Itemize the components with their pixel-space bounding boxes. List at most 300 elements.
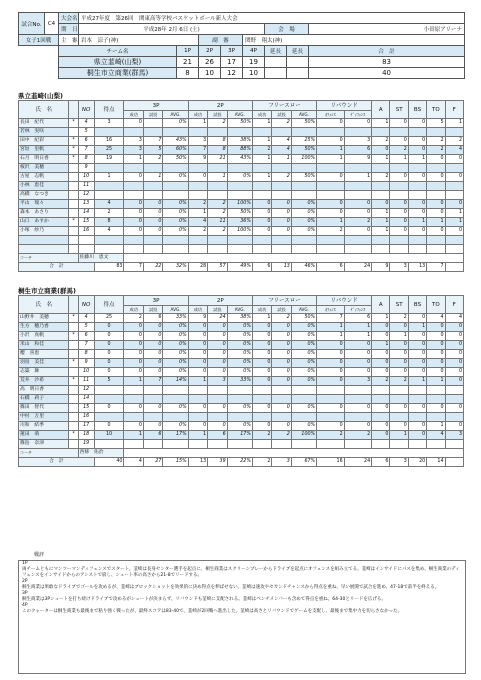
stat-m2: 7 (188, 146, 207, 155)
stat-m3 (124, 386, 143, 395)
stat-p2: 38% (227, 314, 252, 323)
total-mf: 2 (252, 458, 271, 467)
stat-or: 0 (317, 119, 345, 128)
total-a3: 27 (143, 458, 162, 467)
stat-a3 (143, 119, 162, 128)
sub-header-att: 試投 (272, 111, 291, 119)
stat-st (390, 164, 408, 173)
stat-m2 (188, 413, 207, 422)
player-row (19, 431, 464, 440)
sub-header-made: 成功 (124, 306, 143, 314)
stat-pts: 10 (94, 431, 124, 440)
stat-p3: 60% (163, 146, 188, 155)
stat-bs (408, 440, 426, 449)
stat-mf: 0 (252, 350, 271, 359)
player-number: 9 (78, 164, 94, 173)
stat-mf: 0 (252, 227, 271, 236)
sub-header-att: 試投 (143, 111, 162, 119)
stat-f: 4 (445, 314, 463, 323)
stat-p2: 0% (227, 323, 252, 332)
stat-p2 (227, 245, 252, 254)
stat-af: 0 (272, 200, 291, 209)
assist-header: A (372, 101, 390, 119)
stat-a3: 0 (143, 227, 162, 236)
starter-mark (69, 236, 78, 245)
starter-mark: * (69, 146, 78, 155)
player-number: 4 (78, 314, 94, 323)
stat-f: 0 (445, 350, 463, 359)
sub-header-def: ﾃﾞｨﾌｪﾝｽ (344, 306, 372, 314)
stat-st: 1 (390, 155, 408, 164)
sub-header-off: ｵﾌｪﾝｽ (317, 306, 345, 314)
stat-m3: 0 (124, 200, 143, 209)
stat-a: 0 (372, 404, 390, 413)
stat-p2: 0% (227, 359, 252, 368)
stat-a (372, 413, 390, 422)
stat-p2: 36% (227, 218, 252, 227)
stat-pf (291, 413, 316, 422)
stat-st (390, 386, 408, 395)
stat-f (445, 413, 463, 422)
stat-or (317, 395, 345, 404)
stat-pts (94, 245, 124, 254)
stat-pf: 0% (291, 218, 316, 227)
starter-mark: * (69, 359, 78, 368)
stat-st: 0 (390, 137, 408, 146)
stat-st (390, 128, 408, 137)
stat-p3: 0% (163, 173, 188, 182)
stat-m3: 0 (124, 422, 143, 431)
stat-pf (291, 128, 316, 137)
stat-m2: 0 (188, 341, 207, 350)
period-header: 2P (199, 46, 221, 57)
stat-p2: 17% (227, 431, 252, 440)
stat-or: 0 (317, 137, 345, 146)
stat-f: 1 (445, 119, 463, 128)
stat-mf (252, 182, 271, 191)
stat-mf: 1 (252, 314, 271, 323)
stat-af (272, 386, 291, 395)
stat-pts (94, 386, 124, 395)
stat-or (317, 236, 345, 245)
period-comment: 桐生商業は果敢なドライブでゴールを攻めるが、韮崎はブロックショットを効果的に決め得点を伸ばせない。韮崎は速攻やセカンドチャンスから得点を重ね、早い展開で試合を進め、47-18で前半を終える。 (22, 585, 440, 590)
stat-f: 1 (445, 209, 463, 218)
stat-to: 2 (427, 146, 445, 155)
stat-a3: 0 (143, 323, 162, 332)
stat-pf: 50% (291, 314, 316, 323)
stat-af: 1 (272, 155, 291, 164)
stat-af: 2 (272, 431, 291, 440)
stat-or (317, 182, 345, 191)
stat-a3: 0 (143, 209, 162, 218)
starter-mark: * (69, 218, 78, 227)
stat-dr: 2 (344, 431, 372, 440)
period-comment: このクォーターは桐生商業も最後まで粘り強く戦ったが、最終スコアは83-40で、韮崎が2回戦へ進出した。韮崎は高さとリバウンドでゲームを支配し、最後まで集中力を切らさなかった。 (22, 609, 403, 614)
starter-mark: * (69, 314, 78, 323)
stat-dr (344, 245, 372, 254)
total-p2: 49% (227, 263, 252, 272)
stat-af (272, 236, 291, 245)
chief-ref-label: 主 審 (59, 35, 79, 46)
stat-pts: 19 (94, 155, 124, 164)
stat-dr: 0 (344, 119, 372, 128)
stat-p2: 50% (227, 119, 252, 128)
stat-pts (94, 236, 124, 245)
stat-a: 0 (372, 200, 390, 209)
stat-pf (291, 440, 316, 449)
block-header: BS (408, 296, 426, 314)
player-name: 羽鳥 美佳 (19, 359, 69, 368)
stat-st: 1 (390, 431, 408, 440)
period-header: 延長 (265, 46, 287, 57)
stat-or: 2 (317, 431, 345, 440)
stat-pf: 0% (291, 368, 316, 377)
player-number: 11 (78, 377, 94, 386)
stat-af (272, 245, 291, 254)
stat-f: 0 (445, 368, 463, 377)
stat-a3 (143, 386, 162, 395)
stat-af (272, 395, 291, 404)
period-score: 12 (221, 68, 243, 79)
stat-to: 5 (427, 119, 445, 128)
stat-f (445, 386, 463, 395)
stat-a3 (143, 440, 162, 449)
player-name: 篠島 奈津 (19, 440, 69, 449)
stat-p2: 0% (227, 173, 252, 182)
player-row (19, 173, 464, 182)
starter-mark (69, 245, 78, 254)
stat-m3: 0 (124, 218, 143, 227)
stat-af: 0 (272, 323, 291, 332)
total-bs: 13 (408, 263, 426, 272)
stat-m3: 0 (124, 332, 143, 341)
stat-p2: 0% (227, 332, 252, 341)
stat-p3 (163, 236, 188, 245)
player-name: 桜沢 美穂 (19, 164, 69, 173)
period-comment: 桐生商業は3Pシュートを打ち続けドライブで攻めるがシュートが決まらず、リバウンドも韮崎に支配される。韮崎はベンチメンバーも含めて得点を重ね、64-30とリードを広げる。 (22, 597, 386, 602)
stat-pf: 0% (291, 209, 316, 218)
stat-bs (408, 182, 426, 191)
stat-af: 0 (272, 404, 291, 413)
team2-total: 40 (309, 68, 465, 79)
stat-to (427, 128, 445, 137)
stat-a: 1 (372, 218, 390, 227)
name-header: 氏 名 (19, 101, 69, 119)
stat-pts: 0 (94, 422, 124, 431)
stat-mf: 0 (252, 341, 271, 350)
stat-st: 0 (390, 368, 408, 377)
comments-title: 戦評 (34, 552, 45, 558)
venue: 小田原アリーナ (309, 24, 465, 35)
stat-a2: 0 (208, 359, 227, 368)
stat-m3 (124, 440, 143, 449)
player-name: 小沢 真帆 (19, 332, 69, 341)
player-row (19, 137, 464, 146)
stat-or: 2 (317, 227, 345, 236)
stat-bs: 1 (408, 155, 426, 164)
player-row (19, 314, 464, 323)
stat-p2: 0% (227, 341, 252, 350)
stat-m2: 0 (188, 359, 207, 368)
venue-label: 会 場 (265, 24, 309, 35)
stat-dr (344, 191, 372, 200)
stat-af: 0 (272, 332, 291, 341)
stat-mf (252, 128, 271, 137)
stat-to: 0 (427, 350, 445, 359)
stat-p3: 0% (163, 119, 188, 128)
stat-mf: 0 (252, 368, 271, 377)
stat-f: 0 (445, 359, 463, 368)
player-number: 11 (78, 182, 94, 191)
stat-a2: 24 (208, 314, 227, 323)
free-throw-header: フリースロー (252, 296, 316, 306)
stat-to (427, 164, 445, 173)
stat-a2: 1 (208, 173, 227, 182)
stat-p2: 33% (227, 377, 252, 386)
coach-row (19, 449, 464, 458)
stat-p2: 0% (227, 368, 252, 377)
player-row (19, 146, 464, 155)
total-label: 合 計 (19, 263, 95, 272)
stat-p3: 0% (163, 227, 188, 236)
period-score: 10 (243, 68, 265, 79)
sub-header-avg: AVG. (291, 111, 316, 119)
stat-p3 (163, 386, 188, 395)
stat-to: 1 (427, 218, 445, 227)
sub-header-off: ｵﾌｪﾝｽ (317, 111, 345, 119)
stat-mf: 0 (252, 359, 271, 368)
stat-a3: 0 (143, 368, 162, 377)
stat-a2: 3 (208, 377, 227, 386)
stat-a (372, 395, 390, 404)
stat-m2: 9 (188, 314, 207, 323)
stat-st: 0 (390, 350, 408, 359)
stat-pts: 0 (94, 359, 124, 368)
umpire: 関野 翔太(神) (243, 35, 465, 46)
player-name: 志築 舞 (19, 368, 69, 377)
player-name: 山口 あすか (19, 218, 69, 227)
stat-p2 (227, 440, 252, 449)
stat-m2 (188, 245, 207, 254)
total-a: 6 (372, 458, 390, 467)
period-score: 21 (177, 57, 199, 68)
stat-a2: 21 (208, 155, 227, 164)
coach-name: 佐藤川 恵文 (78, 254, 124, 263)
period-header: 1P (177, 46, 199, 57)
player-row (19, 155, 464, 164)
player-name: 小塚 紗乃 (19, 227, 69, 236)
stat-or: 0 (317, 422, 345, 431)
period-score (287, 68, 309, 79)
stat-a (372, 164, 390, 173)
stat-mf: 1 (252, 173, 271, 182)
total-p3: 15% (163, 458, 188, 467)
stat-st: 0 (390, 359, 408, 368)
stat-dr: 6 (344, 314, 372, 323)
stat-m2: 0 (188, 323, 207, 332)
stat-dr: 1 (344, 323, 372, 332)
stat-a3: 0 (143, 404, 162, 413)
stat-or (317, 413, 345, 422)
starter-mark: * (69, 137, 78, 146)
stat-m3: 0 (124, 368, 143, 377)
stat-to: 0 (427, 359, 445, 368)
player-row (19, 128, 464, 137)
player-number: 10 (78, 173, 94, 182)
stat-to (427, 386, 445, 395)
stat-m3: 0 (124, 323, 143, 332)
stat-to: 0 (427, 200, 445, 209)
starter-mark (69, 227, 78, 236)
stat-a (372, 386, 390, 395)
stat-dr (344, 413, 372, 422)
assist-header: A (372, 296, 390, 314)
stat-to: 0 (427, 368, 445, 377)
stat-or: 7 (317, 314, 345, 323)
points-header: 得点 (94, 296, 124, 314)
stat-st: 0 (390, 119, 408, 128)
stat-f (445, 245, 463, 254)
stat-or (317, 440, 345, 449)
stat-a3: 5 (143, 146, 162, 155)
stat-m3: 0 (124, 173, 143, 182)
stat-a3: 0 (143, 200, 162, 209)
stat-p2 (227, 386, 252, 395)
stat-pts: 4 (94, 200, 124, 209)
stat-a3: 6 (143, 314, 162, 323)
starter-mark (69, 350, 78, 359)
player-name: 長田 紀代 (19, 119, 69, 128)
stat-p3: 0% (163, 209, 188, 218)
stat-to: 4 (427, 314, 445, 323)
stat-dr (344, 236, 372, 245)
player-number: 8 (78, 350, 94, 359)
stat-m3 (124, 191, 143, 200)
stat-pf (291, 191, 316, 200)
team1-name: 県立韮崎(山梨) (59, 57, 177, 68)
team2-section-title: 桐生市立商業(群馬) (18, 287, 76, 295)
player-name: 生方 穂乃香 (19, 323, 69, 332)
stat-pts: 8 (94, 218, 124, 227)
sub-header-att: 試投 (208, 306, 227, 314)
stat-m3: 2 (124, 314, 143, 323)
stat-dr: 9 (344, 155, 372, 164)
stat-pts (94, 128, 124, 137)
stat-f (445, 440, 463, 449)
stat-p2 (227, 395, 252, 404)
stat-to (427, 191, 445, 200)
stat-m3 (124, 164, 143, 173)
stat-p3: 14% (163, 377, 188, 386)
stat-m2 (188, 164, 207, 173)
stat-af: 0 (272, 218, 291, 227)
stat-a: 2 (372, 173, 390, 182)
sub-header-avg: AVG. (227, 306, 252, 314)
player-number: 18 (78, 431, 94, 440)
stat-af (272, 182, 291, 191)
total-m2: 28 (188, 263, 207, 272)
stat-a3: 7 (143, 377, 162, 386)
stat-or (317, 191, 345, 200)
stat-st (390, 191, 408, 200)
period-score (265, 57, 287, 68)
total-pts: 40 (94, 458, 124, 467)
player-row (19, 182, 464, 191)
stat-bs: 0 (408, 137, 426, 146)
stat-mf: 0 (252, 404, 271, 413)
stat-dr: 0 (344, 350, 372, 359)
name-header: 氏 名 (19, 296, 69, 314)
points-header: 得点 (94, 101, 124, 119)
stat-to: 0 (427, 332, 445, 341)
stat-to: 0 (427, 173, 445, 182)
stat-p2: 0% (227, 350, 252, 359)
stat-a3: 2 (143, 155, 162, 164)
stat-bs: 0 (408, 368, 426, 377)
starter-mark: * (69, 332, 78, 341)
stat-p2: 88% (227, 146, 252, 155)
stat-p2: 50% (227, 209, 252, 218)
total-p2: 22% (227, 458, 252, 467)
player-name: 石橋 莉子 (19, 395, 69, 404)
stat-af: 0 (272, 422, 291, 431)
stat-a (372, 191, 390, 200)
stat-m3: 3 (124, 137, 143, 146)
player-number: 13 (78, 200, 94, 209)
stat-dr (344, 440, 372, 449)
stat-pts: 5 (94, 377, 124, 386)
stat-p2: 38% (227, 137, 252, 146)
total-dr: 24 (344, 458, 372, 467)
player-row (19, 386, 464, 395)
player-name (19, 236, 69, 245)
stat-p3: 33% (163, 314, 188, 323)
stat-mf (252, 395, 271, 404)
player-number: 12 (78, 386, 94, 395)
rebound-header: リバウンド (317, 296, 372, 306)
stat-p3: 43% (163, 137, 188, 146)
stat-pf: 0% (291, 200, 316, 209)
stat-mf: 0 (252, 377, 271, 386)
player-name: 宮垣 里帆 (19, 146, 69, 155)
sub-header-made: 成功 (188, 111, 207, 119)
stat-p3 (163, 128, 188, 137)
player-row (19, 191, 464, 200)
stat-a2 (208, 191, 227, 200)
total-p3: 32% (163, 263, 188, 272)
stat-st: 1 (390, 332, 408, 341)
starter-mark (69, 173, 78, 182)
stat-bs (408, 413, 426, 422)
sub-header-made: 成功 (252, 111, 271, 119)
stat-af: 0 (272, 341, 291, 350)
stat-st (390, 413, 408, 422)
period-score: 26 (199, 57, 221, 68)
stat-p3 (163, 245, 188, 254)
stat-p2 (227, 128, 252, 137)
steal-header: ST (390, 101, 408, 119)
stat-a: 1 (372, 341, 390, 350)
stat-pf: 50% (291, 146, 316, 155)
stat-pf: 50% (291, 119, 316, 128)
stat-st: 0 (390, 323, 408, 332)
stat-bs: 0 (408, 314, 426, 323)
player-row (19, 440, 464, 449)
player-row (19, 200, 464, 209)
stat-mf: 1 (252, 137, 271, 146)
stat-af (272, 128, 291, 137)
stat-m2: 4 (188, 218, 207, 227)
